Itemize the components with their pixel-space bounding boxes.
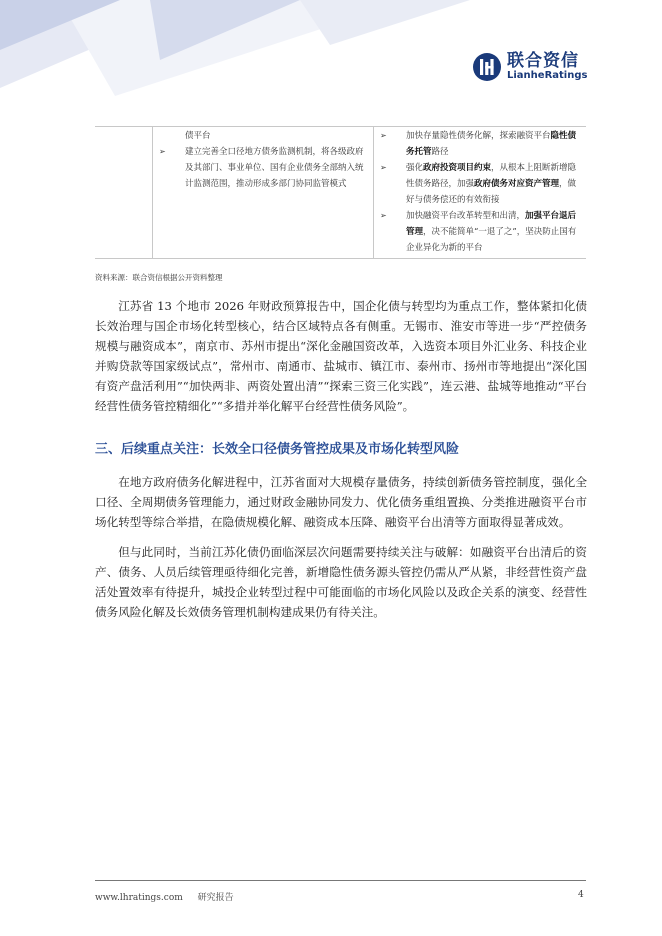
page-number: 4 (578, 890, 584, 900)
right-item-2 (380, 208, 582, 256)
table-cell-middle (153, 127, 374, 259)
table-source-note: 资料来源：联合资信根据公开资料整理 (95, 273, 223, 282)
lianhe-logo-icon (472, 52, 502, 82)
policy-table (95, 126, 586, 259)
footer-website: www.lhratings.com (95, 893, 183, 903)
arrow-bullet-icon: ➢ (380, 163, 387, 172)
footer-divider (95, 880, 586, 881)
arrow-bullet-icon: ➢ (380, 211, 387, 220)
arrow-bullet-icon: ➢ (159, 147, 166, 156)
logo-english-text: LianheRatings (507, 70, 588, 81)
right-item-text: 强化政府投资项目约束，从根本上阻断新增隐性债务路径，加强政府债务对应资产管理，做好与债务偿还的有效衔接 (406, 163, 577, 205)
right-item-1 (380, 160, 582, 208)
body-paragraph-1: 江苏省 13 个地市 2026 年财政预算报告中，国企化债与转型均为重点工作，整体紧扣化债长效治理与国企市场化转型核心，结合区域特点各有侧重。无锡市、淮安市等进一步“严控债务规模与融资成本”，南京市、苏州市提出“深化金融国资改革，入选资本项目外汇业务、科技企业并购贷款等国家级试点”，常州市、南通市、盐城市、镇江市、泰州市、扬州市等地提出“深化国有资产盘活利用”“加快两非、两资处置出清”“探索三资三化实践”，连云港、盐城等地推动“平台经营性债务管控精细化”“多措并举化解平台经营性债务风险”。 (95, 299, 587, 413)
body-paragraph-3: 但与此同时，当前江苏化债仍面临深层次问题需要持续关注与破解：如融资平台出清后的资产、债务、人员后续管理亟待细化完善，新增隐性债务源头管控仍需从严从紧，非经营性资产盘活处置效率有待提升，城投企业转型过程中可能面临的市场化风险以及政企关系的演变、经营性债务风险化解及长效债务管理机制构建成果仍有待关注。 (95, 545, 587, 619)
table-row (95, 127, 586, 259)
footer-doc-type: 研究报告 (197, 893, 234, 903)
middle-item-text: 建立完善全口径地方债务监测机制，将各级政府及其部门、事业单位、国有企业债务全部纳入统计监测范围，推动形成多部门协同监管模式 (185, 147, 364, 189)
middle-item-text: 债平台 (185, 131, 211, 141)
body-paragraph-2: 在地方政府债务化解进程中，江苏省面对大规模存量债务，持续创新债务管控制度，强化全口径、全周期债务管理能力，通过财政金融协同发力、优化债务重组置换、分类推进融资平台市场化转型等综合举措，在隐债规模化解、融资成本压降、融资平台出清等方面取得显著成效。 (95, 475, 587, 529)
company-logo (472, 52, 587, 82)
footer-info (95, 890, 246, 903)
section-heading: 三、后续重点关注：长效全口径债务管控成果及市场化转型风险 (95, 442, 460, 457)
right-item-text: 加快融资平台改革转型和出清，加强平台退后管理，决不能简单“一退了之”，坚决防止国有企业异化为新的平台 (406, 211, 577, 253)
logo-chinese-text: 联合资信 (507, 51, 579, 71)
right-item-0 (380, 128, 582, 160)
middle-item-1 (159, 144, 367, 192)
right-item-text: 加快存量隐性债务化解，探索融资平台隐性债务托管路径 (406, 131, 577, 157)
table-cell-right (374, 127, 587, 259)
table-cell-empty (95, 127, 153, 259)
arrow-bullet-icon: ➢ (380, 131, 387, 140)
middle-item-0 (159, 128, 367, 144)
